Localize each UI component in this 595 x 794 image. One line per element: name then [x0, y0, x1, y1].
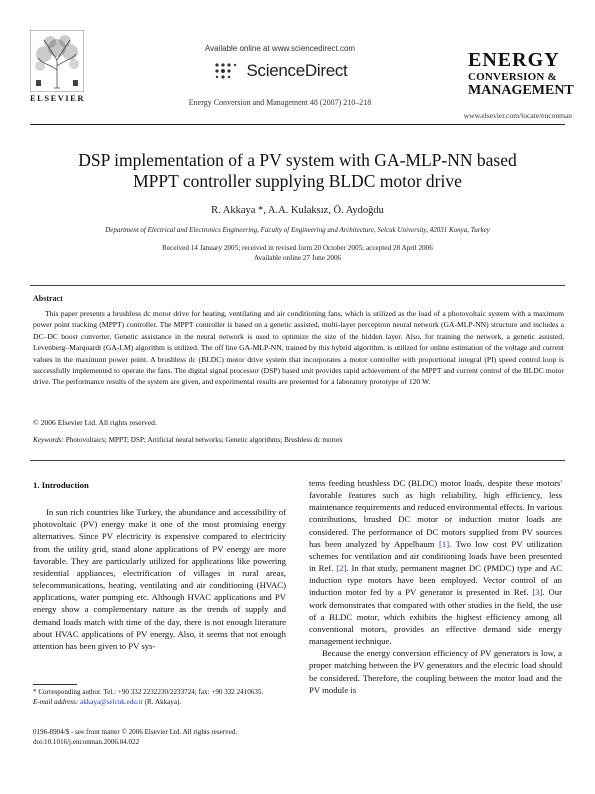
title-line-2: MPPT controller supplying BLDC motor drive — [133, 171, 462, 191]
available-date: Available online 27 June 2006 — [253, 254, 342, 262]
corresponding-author-note: * Corresponding author. Tel.: +90 332 2232230/2233724; fax: +90 332 2410635. — [33, 688, 264, 696]
keywords — [33, 436, 564, 444]
email-label: E-mail address: — [33, 697, 79, 706]
title-line-1: DSP implementation of a PV system with GA-MLP-NN based — [78, 150, 517, 170]
sciencedirect-logo-icon — [213, 61, 241, 81]
journal-logo-line-2: CONVERSION & — [468, 71, 557, 83]
author-list: R. Akkaya *, A.A. Kulaksız, Ö. Aydoğdu — [211, 205, 384, 216]
issn-line: 0196-8904/$ - see front matter © 2006 Elsevier Ltd. All rights reserved. — [33, 728, 238, 736]
sciencedirect-name: ScienceDirect — [246, 61, 348, 80]
footnote-rule — [33, 684, 77, 685]
footnote — [33, 688, 288, 708]
abstract-heading: Abstract — [33, 294, 63, 303]
abstract-bottom-rule — [30, 460, 565, 461]
header-rule — [30, 124, 565, 125]
affiliation: Department of Electrical and Electronics Engineering, Faculty of Engineering and Architecture, Selcuk University, 42031 Konya, Turkey — [105, 226, 490, 234]
abstract-copyright: © 2006 Elsevier Ltd. All rights reserved. — [33, 418, 157, 427]
keywords-list: Photovoltaics; MPPT; DSP; Artificial neural networks; Genetic algorithms; Brushless dc motors — [65, 436, 343, 444]
intro-paragraph-2: Because the energy conversion efficiency of PV generators is low, a proper matching between the PV generators and the electric load should be considered. Therefore, the coupling between the motor load and the PV module is — [309, 648, 562, 695]
available-online-text[interactable]: Available online at www.sciencedirect.com — [204, 44, 356, 53]
email-link[interactable]: akkaya@selcuk.edu.tr — [80, 697, 143, 706]
email-note — [33, 698, 288, 708]
received-dates: Received 14 January 2005; received in revised form 20 October 2005; accepted 28 April 2006 — [162, 244, 433, 252]
journal-logo — [468, 49, 574, 98]
body-right-column — [309, 477, 562, 696]
article-dates — [30, 243, 565, 263]
publication-info — [33, 728, 293, 748]
text-run: . In that study, permanent magnet DC (PMDC) type and AC induction type motors have been employed. Vector control of an induction motor fed by a PV generator is presented in Ref. — [309, 563, 562, 598]
reference-link-3[interactable]: [3] — [532, 587, 543, 598]
reference-link-1[interactable]: [1] — [438, 538, 450, 549]
intro-paragraph-1: In sun rich countries like Turkey, the abundance and accessibility of photovoltaic (PV) energy make it one of the most promising energy alternatives. Since PV electricity is expensive compared to electricity from the utility grid, stand alone applications of PV energy are more favorable. They are particularly utilized for applications like powering residential appliances, electrification of villages in rural areas, telecommunications, heating, ventilating and air conditioning (HVAC) applications, water pumping etc. Although HVAC applications and PV energy show a complementary nature as the trends of supply and demand loads match with time of the day, there is not enough literature about HVAC applications of PV energy. Also, it seems that not enough attention has been given to PV sys- — [33, 507, 286, 651]
abstract-text: This paper presents a brushless dc motor drive for heating, ventilating and air conditioning fans, which is utilized as the load of a photovoltaic system with a maximum power point tracking (MPPT) controller. The MPPT controller is based on a genetic assisted, multi-layer perceptron neural network (GA-MLP-NN) structure and includes a DC–DC boost converter. Genetic assistance in the neural network is used to optimize the size of the hidden layer. Also, for training the network, a genetic assisted, Levenberg–Marquardt (GA-LM) algorithm is utilized. The off line GA-MLP-NN, trained by this hybrid algorithm, is utilized for online estimation of the voltage and current values in the maximum power point. A brushless dc (BLDC) motor drive system that incorporates a motor controller with proportional integral (PI) speed control loop is successfully implemented to operate the fans. The digital signal processor (DSP) based unit provides rapid achievement of the MPPT and current control of the BLDC motor drive. The performance results of the system are given, and experimental results are presented for a laboratory prototype of 120 W. — [33, 309, 564, 387]
intro-paragraph-1-continued — [309, 477, 562, 647]
journal-logo-line-1: ENERGY — [468, 49, 560, 71]
abstract-top-rule — [30, 285, 565, 286]
doi-line[interactable]: doi:10.1016/j.enconman.2006.04.022 — [33, 737, 140, 746]
keywords-label: Keywords: — [33, 436, 64, 444]
journal-url-link[interactable]: www.elsevier.com/locate/enconman — [463, 111, 572, 120]
email-suffix: (R. Akkaya). — [142, 697, 182, 706]
text-run: tems feeding brushless DC (BLDC) motor loads, despite these motors' favorable features such as high reliability, high efficiency, less maintenance requirements and reduced environmental effects. In various contributions, brushed DC motor or induction motor loads are considered. The performance of DC motors supplied from PV sources has been analyzed by Appelbaum — [309, 478, 562, 549]
elsevier-logo — [30, 30, 84, 102]
section-heading: 1. Introduction — [33, 480, 89, 490]
reference-link-2[interactable]: [2] — [336, 563, 347, 574]
article-title — [30, 150, 565, 192]
publisher-name: ELSEVIER — [30, 93, 85, 103]
journal-citation: Energy Conversion and Management 48 (2007) 210–218 — [188, 98, 372, 107]
sciencedirect-banner — [180, 44, 380, 81]
text-run: . Two low cost PV utilization schemes for ventilation and air conditioning loads have been presented in Ref. — [309, 538, 563, 574]
text-run: . Our work demonstrates that compared with other studies in the field, the use of a BLDC motor, which exhibits the highest efficiency among all conventional motors, provides an effective demand side energy management technique. — [309, 587, 562, 647]
elsevier-tree-icon — [30, 30, 84, 92]
journal-logo-line-3: MANAGEMENT — [468, 83, 574, 98]
body-left-column — [33, 479, 286, 652]
